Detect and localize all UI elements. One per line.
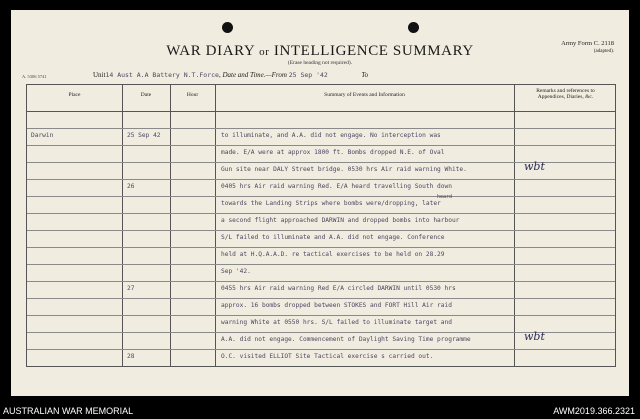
row-line <box>27 196 615 197</box>
col-header-place: Place <box>68 92 81 98</box>
col-header-remarks-line1: Remarks and references to <box>536 88 595 94</box>
handwritten-insertion: heard <box>437 194 453 200</box>
title-war-diary: WAR DIARY <box>166 43 255 59</box>
col-header-date: Date <box>140 92 152 98</box>
summary-line: approx. 16 bombs dropped between STOKES and FORT Hill Air raid <box>221 302 452 309</box>
row-line <box>27 247 615 248</box>
unit-value: 14 Aust A.A Battery N.T.Force <box>105 71 219 79</box>
punch-hole <box>222 22 233 33</box>
row-line <box>27 213 615 214</box>
datetime-to-label: To <box>361 71 369 79</box>
form-number-note: (adapted). <box>593 49 614 54</box>
summary-line: Sep '42. <box>221 268 251 275</box>
corner-code: A. 5306 5741 <box>22 74 47 79</box>
form-number-text: Army Form C. 2118 <box>561 40 614 47</box>
row-line <box>27 128 615 129</box>
col-header-hour: Hour <box>186 92 199 98</box>
unit-label: Unit <box>93 71 106 79</box>
footer-source: AUSTRALIAN WAR MEMORIAL <box>3 406 134 416</box>
place-cell: Darwin <box>31 132 54 139</box>
row-line <box>27 230 615 231</box>
row-line <box>27 281 615 282</box>
diary-page <box>11 10 629 396</box>
title-or: or <box>259 46 270 58</box>
col-header-remarks <box>514 88 617 100</box>
row-line <box>27 349 615 350</box>
summary-line: held at H.Q.A.A.D. re tactical exercises to be held on 28.29 <box>221 251 445 258</box>
row-line <box>27 179 615 180</box>
unit-line: Unit14 Aust A.A Battery N.T.Force, Date and Time.—From 25 Sep '42 To <box>93 71 369 79</box>
summary-line: Gun site near DALY Street bridge. 0530 hrs Air raid warning White. <box>221 166 467 173</box>
summary-line: made. E/A were at approx 1800 ft. Bombs dropped N.E. of Oval <box>221 149 445 156</box>
row-line <box>27 298 615 299</box>
summary-line: 0455 hrs Air raid warning Red E/A circled DARWIN until 0530 hrs <box>221 285 456 292</box>
summary-line: A.A. did not engage. Commencement of Daylight Saving Time programme <box>221 336 471 343</box>
date-cell: 27 <box>127 285 135 292</box>
date-cell: 25 Sep 42 <box>127 132 161 139</box>
summary-line: to illuminate, and A.A. did not engage. No interception was <box>221 132 441 139</box>
page-title <box>11 43 629 60</box>
form-number <box>561 40 614 56</box>
title-intelligence-summary: INTELLIGENCE SUMMARY <box>273 43 474 59</box>
initials-mark: wbt <box>524 330 545 343</box>
summary-line: a second flight approached DARWIN and dropped bombs into harbour <box>221 217 460 224</box>
initials-mark: wbt <box>524 160 545 173</box>
col-header-summary: Summary of Events and Information <box>324 92 405 98</box>
summary-line: S/L failed to illuminate and A.A. did not engage. Conference <box>221 234 445 241</box>
datetime-from: 25 Sep '42 <box>288 71 328 79</box>
summary-line: warning White at 0550 hrs. S/L failed to illuminate target and <box>221 319 452 326</box>
date-cell: 26 <box>127 183 135 190</box>
row-line <box>27 264 615 265</box>
page-subtitle: (Erase heading not required). <box>287 60 353 66</box>
col-header-remarks-line2: Appendices, Diaries, &c. <box>537 94 594 100</box>
footer-reference: AWM2019.366.2321 <box>553 406 635 416</box>
summary-line: 0405 hrs Air raid warning Red. E/A heard travelling South down <box>221 183 452 190</box>
datetime-label: Date and Time.—From <box>222 71 287 79</box>
punch-hole <box>408 22 419 33</box>
diary-table <box>26 84 616 367</box>
date-cell: 28 <box>127 353 135 360</box>
row-line <box>27 315 615 316</box>
row-line <box>27 145 615 146</box>
summary-line: towards the Landing Strips where bombs were/dropping, later <box>221 200 441 207</box>
header-divider <box>27 111 615 112</box>
summary-line: O.C. visited ELLIOT Site Tactical exercise s carried out. <box>221 353 434 360</box>
